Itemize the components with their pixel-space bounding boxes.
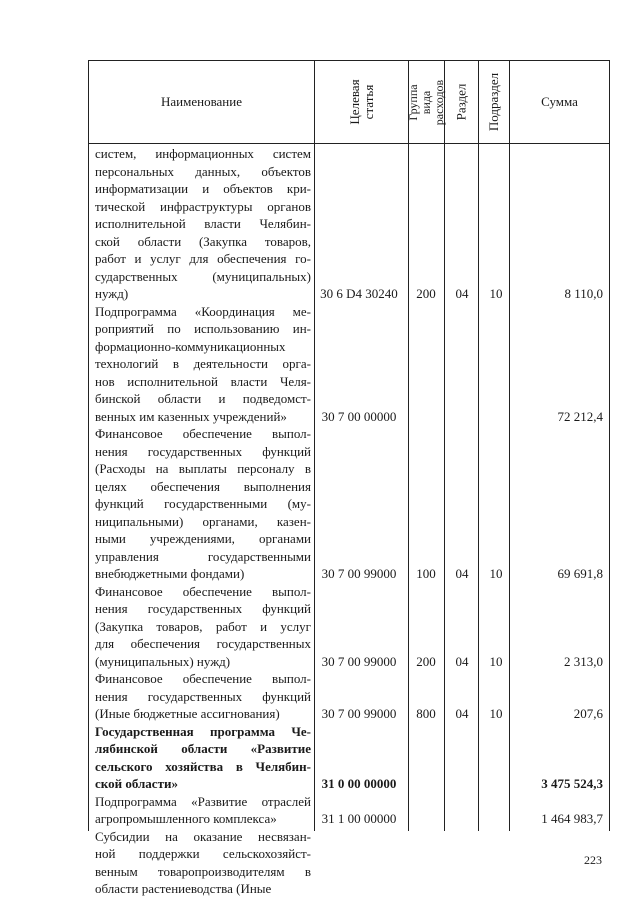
header-divider: [89, 143, 609, 144]
row-name-line: Финансовое обеспечение выпол-: [95, 583, 311, 599]
row-name-line: области растениеводства (Иные: [95, 881, 272, 896]
row-group: 100: [416, 566, 436, 581]
row-name-line: ниципальными) органами, казен-: [95, 513, 311, 529]
row-name: [95, 425, 311, 583]
row-section: 04: [455, 566, 469, 581]
header-group: Группа вида расходов: [406, 79, 446, 125]
row-name-line: тической инфраструктуры органов: [95, 198, 311, 214]
table-row: [89, 583, 609, 671]
row-code: 30 6 D4 30240: [320, 286, 398, 301]
table-row: [89, 425, 609, 583]
table-row: [89, 670, 609, 723]
header-code: Целевая статья: [346, 79, 376, 125]
header-subsection: Подраздел: [486, 72, 502, 132]
row-name-line: управления государственными: [95, 548, 311, 564]
row-name-line: Подпрограмма «Развитие отраслей: [95, 793, 311, 809]
row-name: [95, 303, 311, 426]
row-name-line: нужд): [95, 286, 129, 301]
row-name-line: (Расходы на выплаты персоналу в: [95, 461, 311, 476]
row-name-line: Государственная программа Че-: [95, 723, 311, 739]
row-name-line: венных им казенных учреждений»: [95, 408, 287, 424]
row-name: [95, 828, 311, 898]
row-name-line: информатизации и объектов кри-: [95, 181, 311, 196]
header-group-cell: [406, 61, 446, 143]
header-name: Наименование: [161, 94, 242, 109]
header-subsection-cell: [479, 61, 509, 143]
row-sum: 69 691,8: [557, 566, 603, 581]
header-name-cell: [89, 61, 314, 143]
table-row: [89, 145, 609, 303]
row-group: 200: [416, 286, 436, 301]
row-name-line: лябинской области «Развитие: [95, 741, 311, 756]
row-code: 31 0 00 00000: [321, 776, 397, 791]
row-subsection: 10: [489, 653, 503, 669]
header-code-cell: [315, 61, 408, 143]
table-row: [89, 303, 609, 426]
row-name-line: агропромышленного комплекса»: [95, 811, 277, 826]
row-name-line: ской области»: [95, 776, 178, 791]
row-section: 04: [455, 286, 469, 301]
header-sum: Сумма: [541, 94, 578, 109]
row-name-line: сударственных (муниципальных): [95, 268, 311, 284]
row-name-line: формационно-коммуникационных: [95, 338, 286, 354]
row-name-line: нения государственных функций: [95, 601, 311, 616]
row-subsection: 10: [489, 566, 503, 581]
row-name-line: внебюджетными фондами): [95, 566, 245, 581]
row-name-line: функций государственными (му-: [95, 496, 311, 511]
row-name-line: для обеспечения государственных: [95, 636, 311, 651]
table-row: [89, 723, 609, 793]
row-section: 04: [455, 706, 469, 721]
row-name-line: Субсидии на оказание несвязан-: [95, 828, 311, 844]
row-code: 30 7 00 99000: [321, 566, 397, 581]
row-name: [95, 145, 311, 303]
row-name-line: (Иные бюджетные ассигнования): [95, 706, 280, 721]
row-name-line: Финансовое обеспечение выпол-: [95, 426, 311, 441]
page-number: 223: [584, 853, 602, 867]
row-name-line: работ и услуг для обеспечения го-: [95, 251, 311, 266]
row-sum: 72 212,4: [557, 408, 603, 424]
row-name-line: нения государственных функций: [95, 443, 311, 459]
table-row: [89, 793, 609, 828]
row-name-line: ской области (Закупка товаров,: [95, 233, 311, 249]
row-section: 04: [455, 653, 469, 669]
row-code: 31 1 00 00000: [321, 811, 397, 826]
row-name-line: Подпрограмма «Координация ме-: [95, 303, 311, 319]
row-name-line: ной поддержки сельскохозяйст-: [95, 846, 311, 861]
row-sum: 207,6: [573, 706, 603, 721]
row-subsection: 10: [489, 706, 503, 721]
row-sum: 1 464 983,7: [541, 811, 603, 826]
row-name: [95, 723, 311, 793]
row-name-line: персональных данных, объектов: [95, 163, 311, 179]
row-name-line: (Закупка товаров, работ и услуг: [95, 618, 311, 634]
row-sum: 2 313,0: [564, 653, 603, 669]
row-name: [95, 583, 311, 671]
row-code: 30 7 00 00000: [321, 408, 397, 424]
row-name-line: целях обеспечения выполнения: [95, 478, 311, 494]
row-name-line: исполнительной власти Челябин-: [95, 216, 311, 231]
row-name-line: систем, информационных систем: [95, 146, 311, 161]
row-name-line: Финансовое обеспечение выпол-: [95, 671, 311, 686]
header-sum-cell: [510, 61, 609, 143]
row-sum: 3 475 524,3: [541, 776, 603, 791]
row-name: [95, 793, 311, 828]
row-name-line: ными учреждениями, органами: [95, 531, 311, 546]
row-name: [95, 670, 311, 723]
row-name-line: роприятий по использованию ин-: [95, 321, 311, 336]
row-code: 30 7 00 99000: [321, 706, 397, 721]
row-name-line: (муниципальных) нужд): [95, 653, 231, 669]
row-name-line: бинской области и подведомст-: [95, 391, 311, 406]
row-sum: 8 110,0: [564, 286, 603, 301]
row-name-line: нения государственных функций: [95, 688, 311, 704]
row-name-line: венным товаропроизводителям в: [95, 863, 311, 879]
row-group: 800: [416, 706, 436, 721]
table-row: [89, 828, 609, 898]
row-code: 30 7 00 99000: [321, 653, 397, 669]
header-section-cell: [445, 61, 478, 143]
row-name-line: сельского хозяйства в Челябин-: [95, 758, 311, 774]
header-section: Раздел: [453, 83, 469, 121]
row-subsection: 10: [489, 286, 503, 301]
row-group: 200: [416, 653, 436, 669]
row-name-line: технологий в деятельности орга-: [95, 356, 311, 371]
row-name-line: нов исполнительной власти Челя-: [95, 373, 311, 389]
